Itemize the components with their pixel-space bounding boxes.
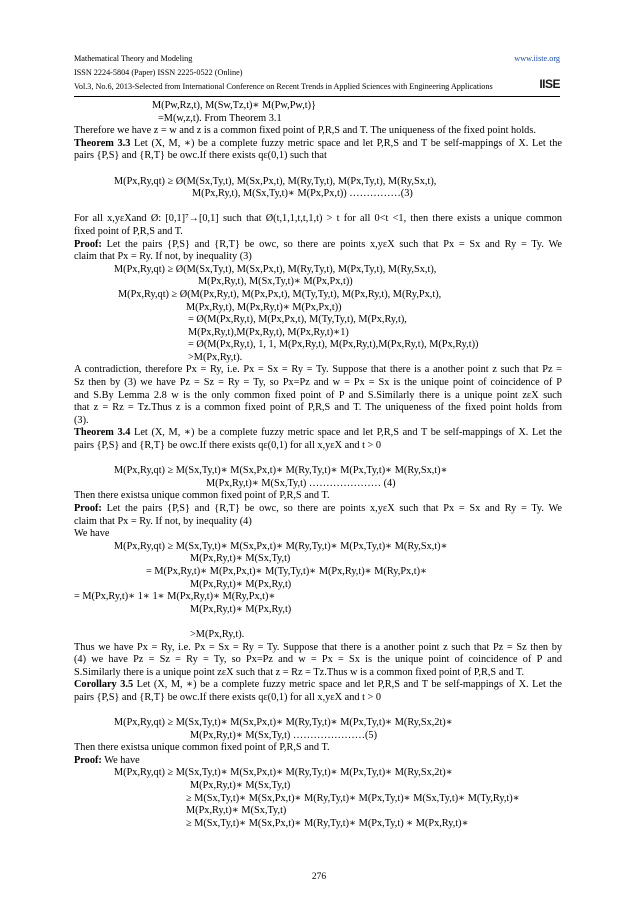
text-line xyxy=(74,490,562,503)
line-text: Therefore we have z = w and z is a common fixed point of P,R,S and T. The uniqueness of the fixed point holds. xyxy=(74,125,536,137)
line-text: Let (X, M, ∗) be a complete fuzzy metric space and let P,R,S and T be self-mappings of X. Let the xyxy=(133,679,563,691)
text-line xyxy=(74,679,562,692)
text-line xyxy=(74,453,562,466)
line-text: pairs {P,S} and {R,T} be owc.If there exists qε(0,1) for all x,yεX and t > 0 xyxy=(74,440,382,452)
text-line xyxy=(74,705,562,718)
header-rule xyxy=(74,96,560,97)
text-line xyxy=(74,579,562,592)
bold-label: Proof: xyxy=(74,754,102,766)
line-text: M(Px,Ry,t), M(Sx,Ty,t)∗ M(Px,Px,t)) ……………(3) xyxy=(192,188,413,200)
text-line xyxy=(74,339,562,352)
text-line xyxy=(74,415,562,428)
line-text: M(Px,Ry,qt) ≥ M(Sx,Ty,t)∗ M(Sx,Px,t)∗ M(Ry,Ty,t)∗ M(Px,Ty,t)∗ M(Ry,Sx,t)∗ xyxy=(114,465,448,477)
text-line xyxy=(74,654,562,667)
line-text: (3). xyxy=(74,414,89,426)
line-text: Then there existsa unique common fixed point of P,R,S and T. xyxy=(74,742,330,754)
line-text: A contradiction, therefore Px = Ry, i.e. Px = Sx = Ry = Ty. Suppose that there is a another point z such that Pz = xyxy=(74,364,562,376)
text-line xyxy=(74,327,562,340)
line-text: M(Px,Ry,qt) ≥ M(Sx,Ty,t)∗ M(Sx,Px,t)∗ M(Ry,Ty,t)∗ M(Px,Ty,t)∗ M(Ry,Sx,2t)∗ xyxy=(114,717,453,729)
line-text: pairs {P,S} and {R,T} be owc.If there exists qε(0,1) for all x,yεX and t > 0 xyxy=(74,691,382,703)
text-line xyxy=(74,642,562,655)
line-text: ≥ M(Sx,Ty,t)∗ M(Sx,Px,t)∗ M(Ry,Ty,t)∗ M(Px,Ty,t)∗ M(Sx,Ty,t)∗ M(Ty,Ry,t)∗ xyxy=(186,792,520,804)
text-line xyxy=(74,427,562,440)
text-line xyxy=(74,566,562,579)
line-text: M(Px,Ry,t)∗ M(Sx,Ty,t) ………………… (4) xyxy=(206,477,396,489)
text-line xyxy=(74,390,562,403)
text-line xyxy=(74,528,562,541)
line-text: M(Px,Ry,qt) ≥ Ø(M(Sx,Ty,t), M(Sx,Px,t), M(Ry,Ty,t), M(Px,Ty,t), M(Ry,Sx,t), xyxy=(114,263,437,275)
line-text: M(Px,Ry,t), M(Sx,Ty,t)∗ M(Px,Px,t)) xyxy=(198,276,353,288)
line-text: M(Px,Ry,qt) ≥ Ø(M(Sx,Ty,t), M(Sx,Px,t), M(Ry,Ty,t), M(Px,Ty,t), M(Ry,Sx,t), xyxy=(114,175,437,187)
line-text: >M(Px,Ry,t). xyxy=(188,351,243,363)
page-body xyxy=(74,100,562,830)
bold-label: Theorem 3.3 xyxy=(74,137,131,149)
line-text: M(Px,Ry,t), M(Px,Ry,t)∗ M(Px,Px,t)) xyxy=(186,301,342,313)
text-line xyxy=(74,629,562,642)
line-text: M(Pw,Rz,t), M(Sw,Tz,t)∗ M(Pw,Pw,t)} xyxy=(152,100,317,111)
journal-name: Mathematical Theory and Modeling xyxy=(74,54,193,63)
line-text: M(Px,Ry,qt) ≥ M(Sx,Ty,t)∗ M(Sx,Px,t)∗ M(Ry,Ty,t)∗ M(Px,Ty,t)∗ M(Ry,Sx,2t)∗ xyxy=(114,767,453,779)
line-text: For all x,yεXand Ø: [0,1]⁷→[0,1] such that Ø(t,1,1,t,t,1,t) > t for all 0<t <1, then there exists a unique common xyxy=(74,213,562,225)
line-text: M(Px,Ry,t)∗ M(Sx,Ty,t) xyxy=(186,805,287,817)
text-line xyxy=(74,465,562,478)
line-text: Let (X, M, ∗) be a complete fuzzy metric space and let P,R,S and T be self-mappings of X. Let the xyxy=(130,427,562,439)
bold-label: Theorem 3.4 xyxy=(74,427,131,439)
text-line xyxy=(74,440,562,453)
text-line xyxy=(74,176,562,189)
text-line xyxy=(74,402,562,415)
line-text: = M(Px,Ry,t)∗ 1∗ 1∗ M(Px,Ry,t)∗ M(Ry,Px,t)∗ xyxy=(74,591,276,603)
bold-label: Proof: xyxy=(74,503,102,514)
line-text: Let (X, M, ∗) be a complete fuzzy metric space and let P,R,S and T be self-mappings of X. Let the xyxy=(130,137,562,149)
text-line xyxy=(74,352,562,365)
line-text: claim that Px = Ry. If not, by inequality (4) xyxy=(74,515,252,527)
text-line xyxy=(74,805,562,818)
line-text: M(Px,Ry,t)∗ M(Px,Ry,t) xyxy=(190,578,292,590)
text-line xyxy=(74,213,562,226)
text-line xyxy=(74,150,562,163)
text-line xyxy=(74,138,562,151)
line-text: that z = Rz = Tz.Thus z is a common fixed point of P,R,S and T. The uniqueness of the fixed point holds from xyxy=(74,402,562,414)
text-line xyxy=(74,478,562,491)
text-line xyxy=(74,541,562,554)
line-text: ≥ M(Sx,Ty,t)∗ M(Sx,Px,t)∗ M(Ry,Ty,t)∗ M(Px,Ty,t) ∗ M(Px,Ry,t)∗ xyxy=(186,817,469,829)
text-line xyxy=(74,239,562,252)
text-line xyxy=(74,742,562,755)
line-text: Then there existsa unique common fixed point of P,R,S and T. xyxy=(74,490,330,502)
text-line xyxy=(74,276,562,289)
text-line xyxy=(74,100,562,113)
line-text: and S.By Lemma 2.8 w is the only common fixed point of P and S.Similarly there is a unique point zεX such xyxy=(74,389,562,401)
line-text: Thus we have Px = Ry, i.e. Px = Sx = Ry = Ty. Suppose that there is a another point z such that Pz = Sz then by xyxy=(74,641,562,653)
text-line xyxy=(74,113,562,126)
text-line xyxy=(74,314,562,327)
issn-line: ISSN 2224-5804 (Paper) ISSN 2225-0522 (Online) xyxy=(74,68,243,77)
text-line xyxy=(74,755,562,768)
line-text: We have xyxy=(74,528,110,540)
line-text: pairs {P,S} and {R,T} be owc.If there exists qε(0,1) such that xyxy=(74,150,327,162)
iiste-logo: IISE xyxy=(539,77,560,91)
text-line xyxy=(74,503,562,516)
text-line xyxy=(74,125,562,138)
line-text: Let the pairs {P,S} and {R,T} be owc, so there are points x,yεX such that Px = Sx and Ry = Ty. We xyxy=(101,503,562,514)
line-text: claim that Px = Ry. If not, by inequality (3) xyxy=(74,251,252,263)
line-text: M(Px,Ry,t),M(Px,Ry,t), M(Px,Ry,t)∗1) xyxy=(188,326,349,338)
line-text: = Ø(M(Px,Ry,t), 1, 1, M(Px,Ry,t), M(Px,Ry,t),M(Px,Ry,t), M(Px,Ry,t)) xyxy=(188,339,479,351)
volume-line: Vol.3, No.6, 2013-Selected from International Conference on Recent Trends in Applied Sciences with Engineering Applications xyxy=(74,82,493,91)
line-text: >M(Px,Ry,t). xyxy=(190,628,245,640)
text-line xyxy=(74,377,562,390)
text-line xyxy=(74,604,562,617)
journal-url[interactable]: www.iiste.org xyxy=(514,54,560,63)
line-text: We have xyxy=(101,754,140,766)
text-line xyxy=(74,516,562,529)
line-text: M(Px,Ry,qt) ≥ M(Sx,Ty,t)∗ M(Sx,Px,t)∗ M(Ry,Ty,t)∗ M(Px,Ty,t)∗ M(Ry,Sx,t)∗ xyxy=(114,540,448,552)
text-line xyxy=(74,767,562,780)
text-line xyxy=(74,616,562,629)
text-line xyxy=(74,780,562,793)
text-line xyxy=(74,201,562,214)
line-text: M(Px,Ry,t)∗ M(Sx,Ty,t) …………………(5) xyxy=(190,729,378,741)
line-text: Sz then by (3) we have Pz = Sz = Ry = Ty, so Px=Pz and w = Px = Sx is the unique point of coincidence of P xyxy=(74,377,562,389)
text-line xyxy=(74,793,562,806)
text-line xyxy=(74,163,562,176)
text-line xyxy=(74,226,562,239)
line-text: M(Px,Ry,qt) ≥ Ø(M(Px,Ry,t), M(Px,Px,t), M(Ty,Ty,t), M(Px,Ry,t), M(Ry,Px,t), xyxy=(118,288,442,300)
text-line xyxy=(74,717,562,730)
text-line xyxy=(74,553,562,566)
text-line xyxy=(74,251,562,264)
line-text: = Ø(M(Px,Ry,t), M(Px,Px,t), M(Ty,Ty,t), M(Px,Ry,t), xyxy=(188,314,407,326)
text-line xyxy=(74,364,562,377)
line-text: M(Px,Ry,t)∗ M(Sx,Ty,t) xyxy=(190,553,291,565)
text-line xyxy=(74,188,562,201)
text-line xyxy=(74,264,562,277)
text-line xyxy=(74,730,562,743)
line-text: M(Px,Ry,t)∗ M(Px,Ry,t) xyxy=(190,603,292,615)
line-text: = M(Px,Ry,t)∗ M(Px,Px,t)∗ M(Ty,Ty,t)∗ M(Px,Ry,t)∗ M(Ry,Px,t)∗ xyxy=(146,565,428,577)
line-text: Let the pairs {P,S} and {R,T} be owc, so there are points x,yεX such that Px = Sx and Ry = Ty. We xyxy=(101,238,562,250)
text-line xyxy=(74,667,562,680)
line-text: M(Px,Ry,t)∗ M(Sx,Ty,t) xyxy=(190,780,291,792)
line-text: (4) we have Pz = Sz = Ry = Ty, so Px=Pz and w = Px = Sx is the unique point of coincidence of P and xyxy=(74,654,562,666)
text-line xyxy=(74,591,562,604)
bold-label: Proof: xyxy=(74,238,102,250)
line-text: fixed point of P,R,S and T. xyxy=(74,225,183,237)
text-line xyxy=(74,302,562,315)
journal-title xyxy=(74,54,560,64)
text-line xyxy=(74,692,562,705)
page-number: 276 xyxy=(311,872,327,882)
line-text: =M(w,z,t). From Theorem 3.1 xyxy=(158,112,282,124)
text-line xyxy=(74,818,562,831)
text-line xyxy=(74,289,562,302)
line-text: S.Similarly there is a unique point zεX such that z = Rz = Tz.Thus w is a common fixed point of P,R,S and T. xyxy=(74,666,525,678)
bold-label: Corollary 3.5 xyxy=(74,679,134,691)
